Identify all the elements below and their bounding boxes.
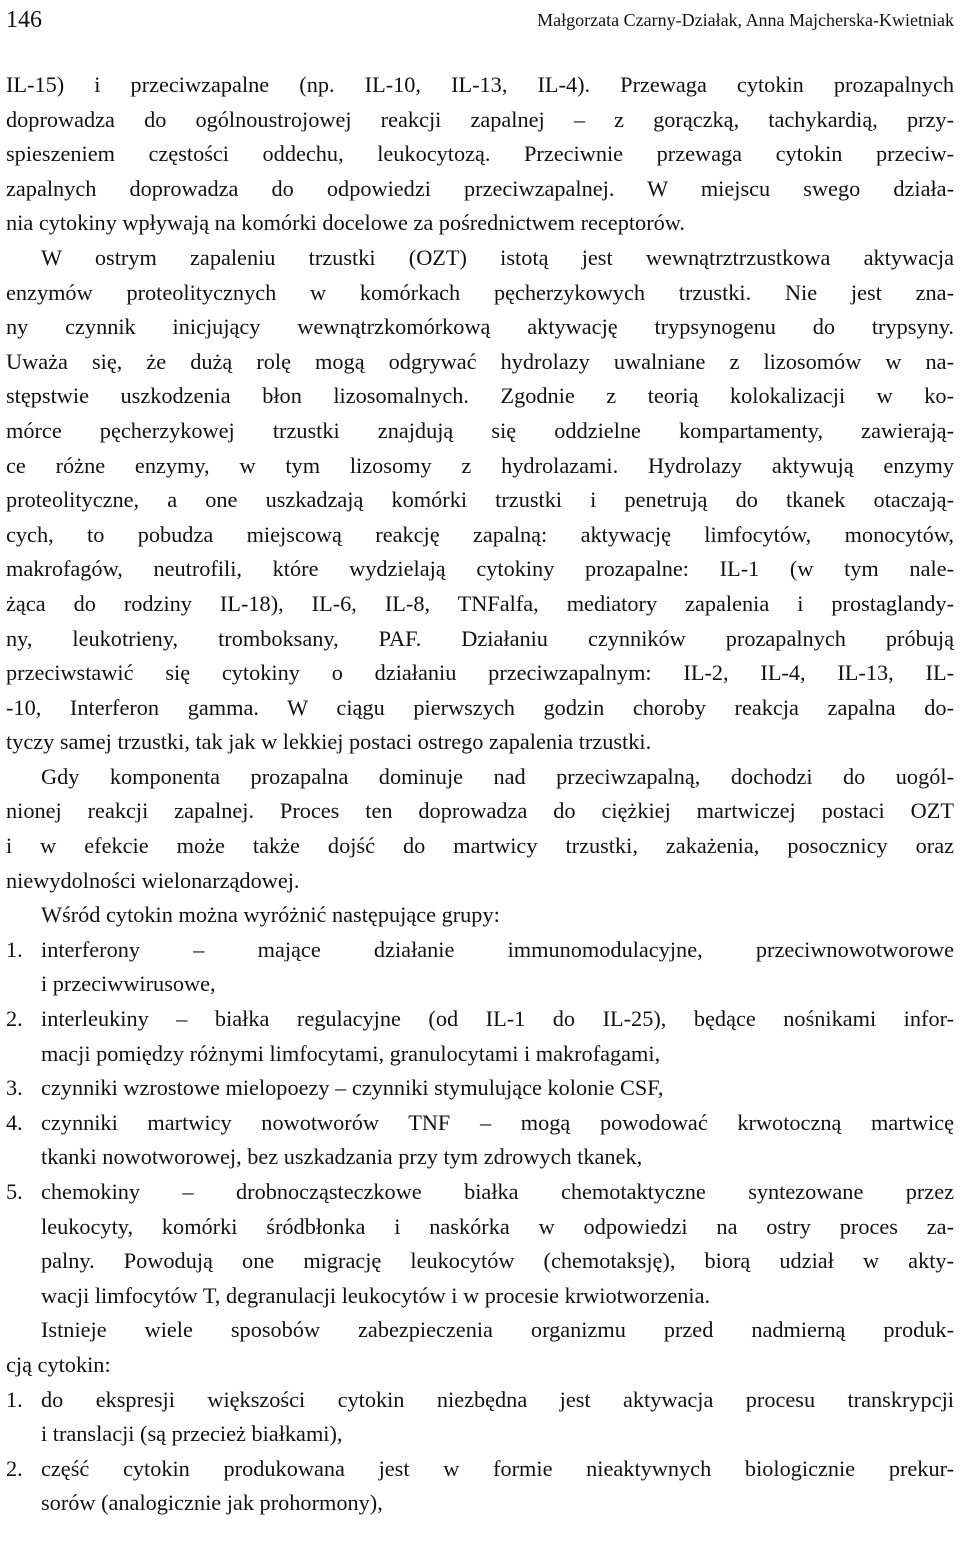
text-line: doprowadza do ogólnoustrojowej reakcji zapalnej – z gorączką, tachykardią, przy- [6,106,954,132]
text-line: czynniki wzrostowe mielopoezy – czynniki stymulujące kolonie CSF, [41,1075,664,1101]
page-number: 146 [6,6,42,33]
text-line: czynniki martwicy nowotworów TNF – mogą powodować krwotoczną martwicę [41,1109,954,1135]
text-line: i w efekcie może także dojść do martwicy trzustki, zakażenia, posocznicy oraz [6,833,954,859]
text-line: W ostrym zapaleniu trzustki (OZT) istotą jest wewnątrztrzustkowa aktywacja [41,244,954,270]
text-line: enzymów proteolitycznych w komórkach pęcherzykowych trzustki. Nie jest zna- [6,279,954,305]
text-line: Gdy komponenta prozapalna dominuje nad przeciwzapalną, dochodzi do uogól- [41,763,954,789]
list-item [6,933,954,1002]
text-line: wacji limfocytów T, degranulacji leukocytów i w procesie krwiotworzenia. [41,1282,711,1308]
text-line: nionej reakcji zapalnej. Proces ten doprowadza do ciężkiej martwiczej postaci OZT [6,798,954,824]
list-item [6,1452,954,1521]
list-item-body [41,1002,954,1071]
text-line: sorów (analogicznie jak prohormony), [41,1490,383,1516]
list-item-body [41,933,954,1002]
list-item-body [41,1071,954,1106]
list-item-body [41,1106,954,1175]
list-item-body [41,1175,954,1313]
text-line: IL-15) i przeciwzapalne (np. IL-10, IL-13, IL-4). Przewaga cytokin prozapalnych [6,72,954,97]
text-line: cją cytokin: [6,1351,111,1377]
text-line: cych, to pobudza miejscową reakcję zapalną: aktywację limfocytów, monocytów, [6,521,954,547]
text-line: Uważa się, że dużą rolę mogą odgrywać hydrolazy uwalniane z lizosomów w na- [6,348,954,374]
protection-methods-list [6,1383,954,1521]
paragraph [6,68,954,241]
text-line: ce różne enzymy, w tym lizosomy z hydrolazami. Hydrolazy aktywują enzymy [6,452,954,478]
text-line: tkanki nowotworowej, bez uszkadzania przy tym zdrowych tkanek, [41,1144,643,1170]
text-line: tyczy samej trzustki, tak jak w lekkiej postaci ostrego zapalenia trzustki. [6,729,652,755]
list-item [6,1383,954,1452]
text-line: chemokiny – drobnocząsteczkowe białka chemotaktyczne syntezowane przez [41,1179,954,1204]
list-item [6,1106,954,1175]
text-line: -10, Interferon gamma. W ciągu pierwszych godzin choroby reakcja zapalna do- [6,694,954,720]
text-line: Wśród cytokin można wyróżnić następujące grupy: [41,902,500,928]
running-head: Małgorzata Czarny-Działak, Anna Majcherska-Kwietniak [537,9,954,30]
text-line: przeciwstawić się cytokiny o działaniu przeciwzapalnym: IL-2, IL-4, IL-13, IL- [6,660,954,686]
text-line: interleukiny – białka regulacyjne (od IL-1 do IL-25), będące nośnikami infor- [41,1006,954,1032]
text-line: macji pomiędzy różnymi limfocytami, granulocytami i makrofagami, [41,1040,661,1066]
list-item [6,1071,954,1106]
list-item [6,1175,954,1313]
list-number: 4. [6,1109,23,1135]
text-line: żąca do rodziny IL-18), IL-6, IL-8, TNFalfa, mediatory zapalenia i prostaglandy- [6,590,954,616]
text-line: stępstwie uszkodzenia błon lizosomalnych. Zgodnie z teorią kolokalizacji w ko- [6,383,954,409]
paragraph [6,1313,954,1382]
text-line: część cytokin produkowana jest w formie nieaktywnych biologicznie prekur- [41,1455,954,1481]
text-line: ny, leukotrieny, tromboksany, PAF. Działaniu czynników prozapalnych próbują [6,625,954,651]
paragraph [6,898,954,933]
list-number: 1. [6,1386,23,1412]
list-number: 2. [6,1006,23,1032]
list-item-body [41,1383,954,1452]
paragraph [6,760,954,898]
list-item-body [41,1452,954,1521]
cytokine-groups-list [6,933,954,1314]
list-number: 1. [6,936,23,962]
body-text [6,68,954,1521]
text-line: interferony – mające działanie immunomodulacyjne, przeciwnowotworowe [41,936,954,962]
text-line: zapalnych doprowadza do odpowiedzi przeciwzapalnej. W miejscu swego działa- [6,175,954,201]
text-line: niewydolności wielonarządowej. [6,867,300,893]
text-line: Istnieje wiele sposobów zabezpieczenia organizmu przed nadmierną produk- [41,1317,954,1343]
text-line: ny czynnik inicjujący wewnątrzkomórkową aktywację trypsynogenu do trypsyny. [6,314,954,340]
text-line: mórce pęcherzykowej trzustki znajdują się oddzielne kompartamenty, zawierają- [6,417,954,443]
paragraph [6,241,954,760]
text-line: i przeciwwirusowe, [41,971,216,997]
list-number: 2. [6,1455,23,1481]
text-line: do ekspresji większości cytokin niezbędna jest aktywacja procesu transkrypcji [41,1386,954,1412]
list-number: 5. [6,1179,23,1204]
text-line: proteolityczne, a one uszkadzają komórki trzustki i penetrują do tkanek otaczają- [6,487,954,513]
text-line: nia cytokiny wpływają na komórki docelowe za pośrednictwem receptorów. [6,210,685,236]
text-line: i translacji (są przecież białkami), [41,1421,343,1447]
text-line: spieszeniem częstości oddechu, leukocytozą. Przeciwnie przewaga cytokin przeciw- [6,141,954,167]
text-line: leukocyty, komórki śródbłonka i naskórka w odpowiedzi na ostry proces za- [41,1213,954,1239]
page-header [6,0,954,40]
text-line: palny. Powodują one migrację leukocytów (chemotaksję), biorą udział w akty- [41,1248,954,1274]
list-item [6,1002,954,1071]
text-line: makrofagów, neutrofili, które wydzielają cytokiny prozapalne: IL-1 (w tym nale- [6,556,954,582]
list-number: 3. [6,1075,23,1101]
